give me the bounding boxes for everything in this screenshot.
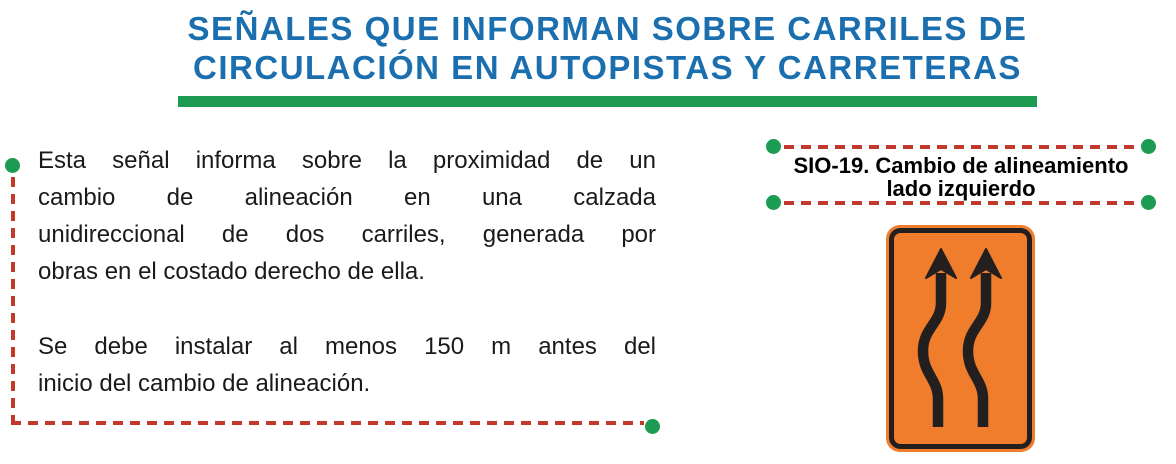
separator-dashed-line	[784, 201, 1138, 205]
separator-dashed-line	[784, 145, 1138, 149]
callout-dashed-border-left	[11, 177, 15, 421]
header	[178, 9, 1037, 107]
page-title	[178, 9, 1037, 87]
separator-dot-right	[1141, 139, 1156, 154]
callout-end-dot	[645, 419, 660, 434]
sign-label-box	[766, 139, 1156, 211]
separator-dot-left	[766, 139, 781, 154]
sign-label-line-2: lado izquierdo	[886, 176, 1036, 201]
separator-dot-right	[1141, 195, 1156, 210]
separator-dot-left	[766, 195, 781, 210]
sign-orange-panel	[886, 225, 1035, 452]
description-paragraph-1: Esta señal informa sobre la proximidad de un cambio de alineación en una calzada unidireccional de dos carriles, generada por obras en el costado derecho de ella.	[38, 147, 656, 285]
callout-start-dot	[5, 158, 20, 173]
sign-label-line-1: SIO-19. Cambio de alineamiento	[793, 153, 1129, 178]
label-top-separator	[766, 139, 1156, 154]
callout-dashed-border-bottom	[11, 421, 644, 425]
page-title-line-2: CIRCULACIÓN EN AUTOPISTAS Y CARRETERAS	[193, 49, 1022, 86]
sign-label	[766, 154, 1156, 200]
label-bottom-separator	[766, 195, 1156, 210]
description-paragraph-2: Se debe instalar al menos 150 m antes del inicio del cambio de alineación.	[38, 333, 656, 397]
sio-19-traffic-sign	[886, 225, 1035, 452]
page-title-line-1: SEÑALES QUE INFORMAN SOBRE CARRILES DE	[187, 10, 1028, 47]
title-underline-bar	[178, 96, 1037, 107]
